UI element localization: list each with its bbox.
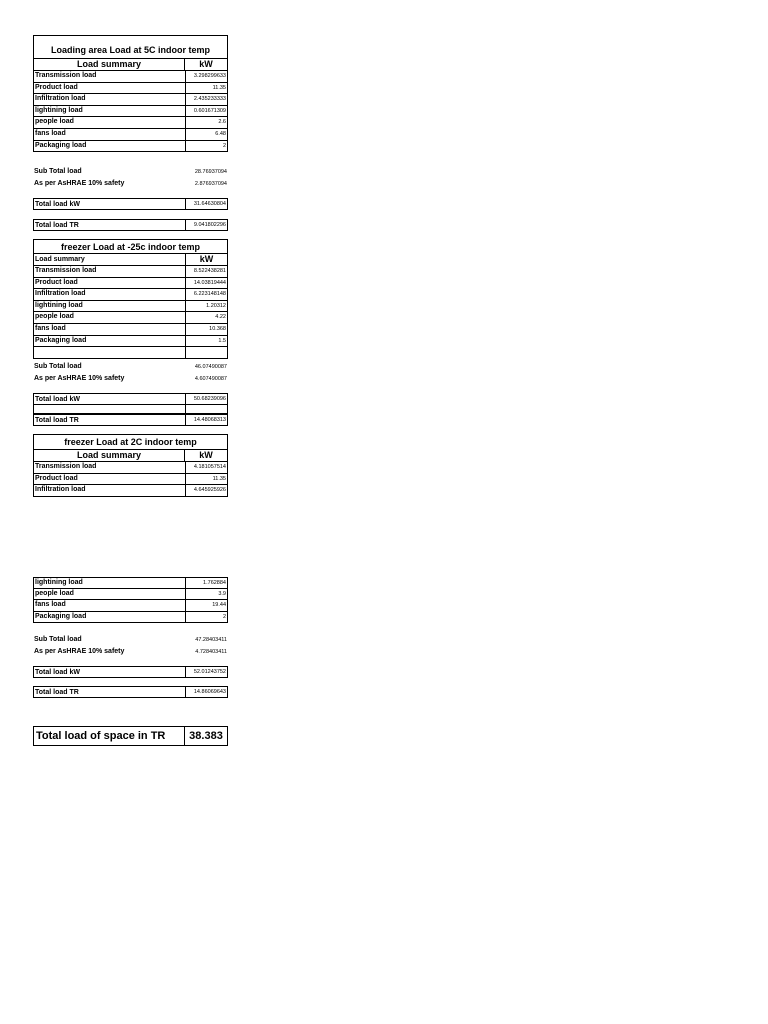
freezer-minus25-table: [33, 239, 228, 359]
row-label: Sub Total load: [34, 168, 82, 175]
safety-row: [33, 373, 228, 384]
table-row: [33, 612, 228, 624]
row-label: Infiltration load: [34, 289, 186, 300]
table-row: [33, 301, 228, 313]
table-row: [33, 336, 228, 348]
row-value: 11.35: [212, 475, 226, 482]
header-unit: kW: [199, 450, 213, 460]
table-row: [33, 266, 228, 278]
freezer-2c-table: [33, 434, 228, 497]
row-label: Infiltration load: [34, 94, 186, 105]
row-value: 4.22: [215, 314, 226, 321]
header-label: Load summary: [34, 254, 186, 265]
row-value: 14.86069643: [193, 689, 226, 695]
row-label: Total load kW: [34, 667, 186, 677]
row-value: 1.5: [218, 337, 226, 344]
table-row-empty: [33, 347, 228, 359]
row-label: fans load: [34, 129, 186, 140]
total-tr-row: [33, 414, 228, 426]
table-row: [33, 106, 228, 118]
table-row: [33, 485, 228, 497]
header-label: Load summary: [34, 59, 185, 70]
row-label: fans load: [34, 324, 186, 335]
row-value: 6.223148148: [193, 291, 226, 298]
row-label: fans load: [34, 600, 186, 611]
total-tr-row: [33, 219, 228, 231]
row-value: 47.28403411: [195, 636, 227, 643]
safety-row: [33, 178, 228, 189]
row-value: 2.6: [218, 119, 226, 126]
row-value: 3.298299633: [193, 73, 226, 80]
row-label: Transmission load: [34, 71, 186, 82]
row-value: 8.522438281: [193, 268, 226, 275]
table-row: [33, 278, 228, 290]
table-row: [33, 462, 228, 474]
row-label: lightining load: [34, 106, 186, 117]
row-value: 3.9: [218, 590, 226, 597]
row-label: Infiltration load: [34, 485, 186, 496]
grand-total-row: [33, 726, 228, 746]
row-value: 10.368: [209, 326, 226, 333]
subtotal-row: [33, 361, 228, 372]
total-kw-row: [33, 198, 228, 210]
row-label: Sub Total load: [34, 636, 82, 643]
row-label: Total load kW: [34, 394, 186, 404]
row-label: Transmission load: [34, 266, 186, 277]
row-label: As per AsHRAE 10% safety: [34, 648, 125, 655]
row-value: 1.762884: [203, 579, 226, 586]
header-unit: kW: [199, 254, 214, 264]
row-value: 1.20312: [206, 302, 226, 309]
row-label: lightining load: [34, 301, 186, 312]
row-label: Product load: [34, 83, 186, 94]
row-value: 46.07490087: [194, 363, 227, 370]
table-header: [33, 59, 228, 71]
row-label: Packaging load: [34, 612, 186, 623]
safety-row: [33, 646, 228, 657]
table-row: [33, 589, 228, 601]
table-row: [33, 141, 228, 153]
row-value: 2: [222, 142, 226, 149]
row-value: 9.041802296: [193, 222, 226, 228]
table-row: [33, 71, 228, 83]
subtotal-row: [33, 166, 228, 177]
table-title: Loading area Load at 5C indoor temp: [33, 35, 228, 59]
table-row: [33, 129, 228, 141]
row-label: people load: [34, 589, 186, 600]
table-row: [33, 83, 228, 95]
table-row: [33, 600, 228, 612]
row-label: Total load TR: [34, 415, 186, 425]
table-row: [33, 117, 228, 129]
row-value: 11.35: [212, 84, 226, 91]
row-value: 4.728403411: [195, 648, 227, 655]
header-unit: kW: [199, 59, 213, 69]
row-value: 6.48: [215, 131, 226, 138]
row-label: Transmission load: [34, 462, 186, 473]
row-value: 52.01243752: [193, 669, 226, 675]
table-row: [33, 94, 228, 106]
row-value: 14.03819444: [193, 279, 226, 286]
total-tr-row: [33, 686, 228, 698]
row-value: 31.64630804: [193, 201, 226, 207]
table-header: [33, 254, 228, 266]
row-label: people load: [34, 117, 186, 128]
empty-row: [33, 404, 228, 414]
row-label: Product load: [34, 278, 186, 289]
row-value: 0.601671309: [193, 107, 226, 114]
total-kw-row: [33, 666, 228, 678]
row-label: people load: [34, 312, 186, 323]
row-value: 14.48068313: [193, 417, 226, 423]
row-label: As per AsHRAE 10% safety: [34, 375, 125, 382]
row-value: 4.181057514: [193, 464, 226, 471]
subtotal-row: [33, 634, 228, 645]
row-value: 2.876937094: [194, 180, 227, 187]
row-label: Total load TR: [34, 687, 186, 697]
row-value: 50.68239096: [193, 396, 226, 402]
grand-total-label: Total load of space in TR: [34, 727, 185, 745]
grand-total-value: 38.383: [189, 729, 223, 742]
table-title: freezer Load at 2C indoor temp: [33, 434, 228, 450]
loading-area-table: [33, 35, 228, 152]
table-row: [33, 474, 228, 486]
row-value: 28.76937094: [194, 168, 227, 175]
row-value: 19.44: [212, 602, 226, 609]
row-label: Packaging load: [34, 141, 186, 152]
row-label: As per AsHRAE 10% safety: [34, 180, 125, 187]
table-row: [33, 289, 228, 301]
row-label: Total load kW: [34, 199, 186, 209]
row-label: Packaging load: [34, 336, 186, 347]
row-label: Product load: [34, 474, 186, 485]
row-value: 2: [222, 613, 226, 620]
table-row: [33, 324, 228, 336]
row-label: Sub Total load: [34, 363, 82, 370]
table-row: [33, 577, 228, 589]
freezer-2c-table-continued: [33, 577, 228, 623]
table-title: freezer Load at -25c indoor temp: [33, 239, 228, 254]
row-label: Total load TR: [34, 220, 186, 230]
row-value: 2.435233333: [193, 96, 226, 103]
table-row: [33, 312, 228, 324]
row-value: 4.645925926: [193, 487, 226, 494]
row-label: lightining load: [34, 578, 186, 588]
header-label: Load summary: [34, 450, 185, 461]
table-header: [33, 450, 228, 462]
row-value: 4.607490087: [194, 375, 227, 382]
